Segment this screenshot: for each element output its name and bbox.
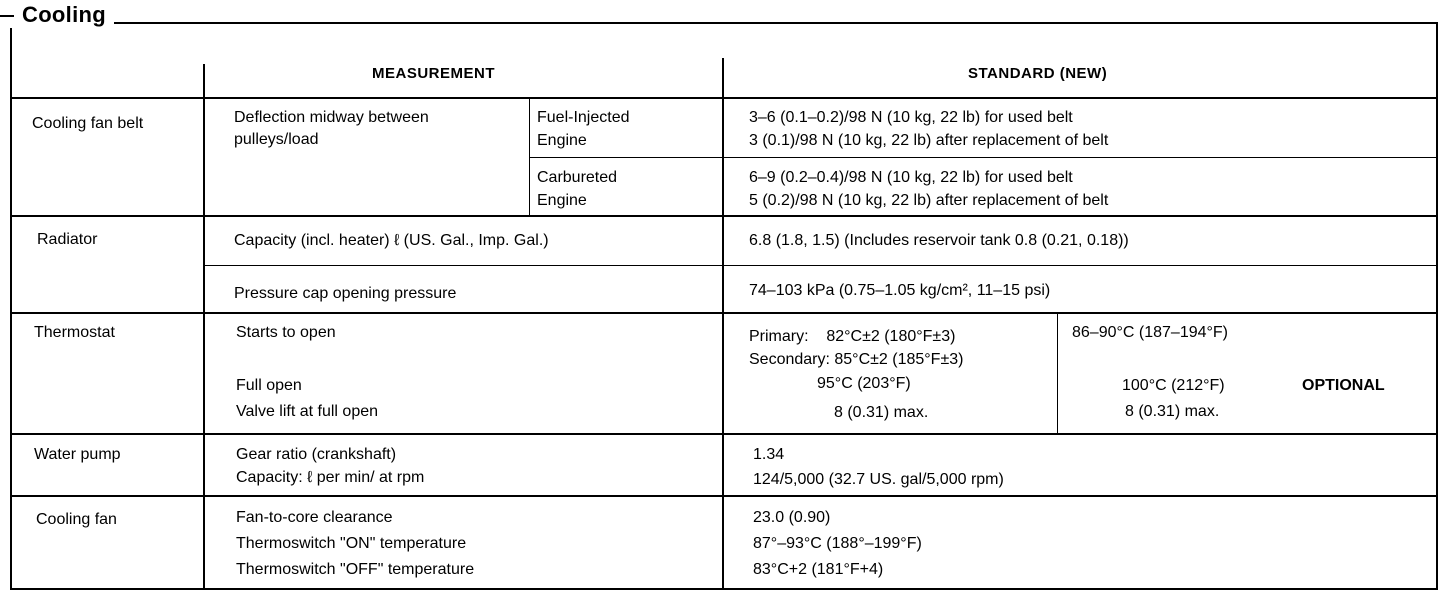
column-divider	[722, 58, 724, 590]
row-divider	[10, 312, 1438, 314]
section-title: Cooling	[10, 2, 114, 28]
thermoswitch-off-label: Thermoswitch "OFF" temperature	[236, 561, 475, 578]
optional-label: OPTIONAL	[1302, 377, 1385, 394]
fan-belt-measure: pulleys/load	[234, 131, 319, 148]
secondary-value: Secondary: 85°C±2 (185°F±3)	[749, 351, 964, 368]
starts-to-open-label: Starts to open	[236, 324, 336, 341]
pump-capacity-label: Capacity: ℓ per min/ at rpm	[236, 469, 425, 486]
cooling-fan-label: Cooling fan	[36, 511, 117, 528]
full-open-label: Full open	[236, 377, 302, 394]
thermoswitch-on-label: Thermoswitch "ON" temperature	[236, 535, 467, 552]
carb-engine-label: Engine	[537, 192, 587, 209]
fan-belt-measure: Deflection midway between	[234, 109, 429, 126]
thermoswitch-off-value: 83°C+2 (181°F+4)	[753, 561, 884, 578]
carb-engine-label: Carbureted	[537, 169, 618, 186]
optional-valve-lift-value: 8 (0.31) max.	[1125, 403, 1220, 420]
fi-std-value: 3–6 (0.1–0.2)/98 N (10 kg, 22 lb) for used belt	[749, 109, 1073, 126]
pressure-cap-value: 74–103 kPa (0.75–1.05 kg/cm², 11–15 psi)	[749, 282, 1051, 299]
primary-value: Primary: 82°C±2 (180°F±3)	[749, 328, 956, 345]
fi-std-value: 3 (0.1)/98 N (10 kg, 22 lb) after replacement of belt	[749, 132, 1109, 149]
optional-starts-value: 86–90°C (187–194°F)	[1072, 324, 1229, 341]
carb-std-value: 5 (0.2)/98 N (10 kg, 22 lb) after replacement of belt	[749, 192, 1109, 209]
pressure-cap-label: Pressure cap opening pressure	[234, 285, 457, 302]
gear-ratio-value: 1.34	[753, 446, 785, 463]
thermoswitch-on-value: 87°–93°C (188°–199°F)	[753, 535, 922, 552]
fi-engine-label: Fuel-Injected	[537, 109, 630, 126]
column-divider	[1057, 312, 1058, 433]
thermostat-label: Thermostat	[34, 324, 115, 341]
radiator-capacity-value: 6.8 (1.8, 1.5) (Includes reservoir tank 0.8 (0.21, 0.18))	[749, 232, 1129, 249]
row-divider	[10, 215, 1438, 217]
optional-full-open-value: 100°C (212°F)	[1122, 377, 1225, 394]
full-open-value: 95°C (203°F)	[817, 375, 911, 392]
valve-lift-label: Valve lift at full open	[236, 403, 379, 420]
water-pump-label: Water pump	[34, 446, 121, 463]
row-divider	[10, 97, 1438, 99]
fi-engine-label: Engine	[537, 132, 587, 149]
row-divider	[10, 495, 1438, 497]
fan-clearance-value: 23.0 (0.90)	[753, 509, 831, 526]
fan-clearance-label: Fan-to-core clearance	[236, 509, 393, 526]
radiator-label: Radiator	[37, 231, 98, 248]
gear-ratio-label: Gear ratio (crankshaft)	[236, 446, 397, 463]
column-divider	[529, 97, 530, 215]
pump-capacity-value: 124/5,000 (32.7 US. gal/5,000 rpm)	[753, 471, 1004, 488]
sub-row-divider	[204, 265, 1438, 266]
valve-lift-value: 8 (0.31) max.	[834, 404, 929, 421]
header-standard: STANDARD (NEW)	[968, 65, 1108, 82]
sub-row-divider	[529, 157, 1438, 158]
carb-std-value: 6–9 (0.2–0.4)/98 N (10 kg, 22 lb) for used belt	[749, 169, 1073, 186]
radiator-capacity-label: Capacity (incl. heater) ℓ (US. Gal., Imp. Gal.)	[234, 232, 549, 249]
column-divider	[203, 64, 205, 590]
row-divider	[10, 433, 1438, 435]
header-measurement: MEASUREMENT	[372, 65, 496, 82]
cooling-spec-table	[10, 22, 1438, 590]
fan-belt-label: Cooling fan belt	[32, 115, 144, 132]
